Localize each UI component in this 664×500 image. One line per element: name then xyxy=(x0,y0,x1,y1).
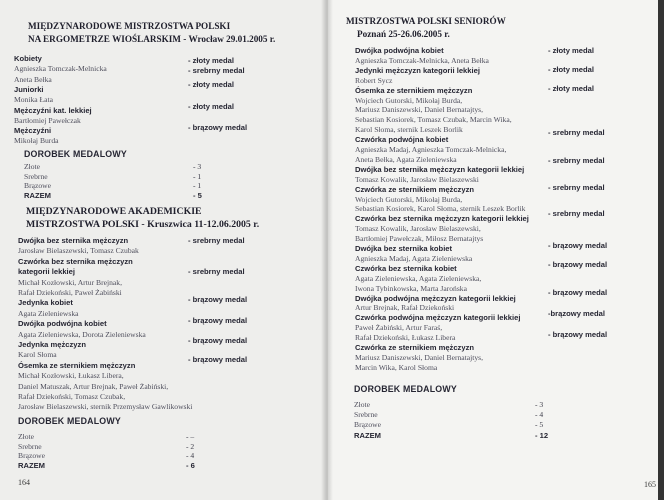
tally-value: - 12 xyxy=(535,430,549,440)
tally-label: Srebrne xyxy=(354,410,378,420)
event-category: Dwójka podwójna kobiet xyxy=(18,319,107,329)
medal-result: - złoty medal xyxy=(548,84,594,93)
athlete-names: Mikołaj Burda xyxy=(14,136,59,146)
athlete-names: Agnieszka Madaj, Agnieszka Tomczak-Melnicka, xyxy=(355,145,507,154)
tally-value: - 4 xyxy=(535,410,544,420)
medal-result: - złoty medal xyxy=(188,80,234,89)
tally-value: - 1 xyxy=(193,181,202,190)
medal-result: - brązowy medal xyxy=(188,123,248,132)
tally-label: RAZEM xyxy=(18,461,45,471)
medal-result: - srebrny medal xyxy=(188,267,245,276)
athlete-names: Tomasz Kowalik, Jarosław Bielaszewski xyxy=(355,174,479,184)
athlete-names: Agnieszka Tomczak-Melnicka xyxy=(14,64,107,74)
tally-value: - 3 xyxy=(193,162,202,171)
tally-label: Srebrne xyxy=(18,441,42,451)
event-category: Czwórka podwójna mężczyzn kategorii lekkiej xyxy=(355,313,521,323)
athlete-names: Agata Zieleniewska xyxy=(18,308,79,318)
athlete-names: Wojciech Gutorski, Mikołaj Burda, xyxy=(355,194,463,204)
tally-label: Złote xyxy=(24,162,41,171)
athlete-names: Aneta Bełka xyxy=(14,74,52,84)
athlete-names: Tomasz Kowalik, Jarosław Bielaszewski, xyxy=(355,224,481,234)
event-category: Ósemka ze sternikiem mężczyzn xyxy=(18,360,136,370)
medal-result: - srebrny medal xyxy=(548,128,605,137)
tally-label: Złote xyxy=(18,432,35,441)
event-category: Mężczyźni kat. lekkiej xyxy=(14,105,92,115)
tally-value: - 1 xyxy=(193,171,202,181)
right-page xyxy=(326,0,664,500)
medal-result: - brązowy medal xyxy=(548,260,608,269)
athlete-names: Karol Słoma, sternik Leszek Borlik xyxy=(355,125,463,135)
tally-label: Brązowe xyxy=(354,420,381,430)
tally-label: Złote xyxy=(354,400,371,409)
medal-tally-heading: DOROBEK MEDALOWY xyxy=(18,416,121,426)
athlete-names: Agata Zieleniewska, Dorota Zieleniewska xyxy=(18,329,146,339)
section-title: NA ERGOMETRZE WIOŚLARSKIM - Wrocław 29.01.2005 r. xyxy=(28,34,276,44)
section-title: MIĘDZYNARODOWE AKADEMICKIE xyxy=(26,206,202,217)
medal-tally-heading: DOROBEK MEDALOWY xyxy=(354,384,457,394)
athlete-names: Marcin Wika, Karol Słoma xyxy=(355,362,438,372)
event-category: Jedynka mężczyzn xyxy=(18,340,86,349)
athlete-names: Mariusz Daniszewski, Daniel Bernatajtys, xyxy=(355,105,484,115)
medal-result: - srebrny medal xyxy=(548,183,605,192)
event-category: Dwójka podwójna kobiet xyxy=(355,46,444,55)
athlete-names: Agnieszka Madaj, Agata Zieleniewska xyxy=(355,253,473,263)
event-category: Dwójka podwójna mężczyzn kategorii lekkiej xyxy=(355,293,516,303)
athlete-names: Paweł Żabiński, Artur Faraś, xyxy=(355,323,443,333)
athlete-names: Bartłomiej Pawełczak xyxy=(14,115,81,125)
athlete-names: Daniel Matuszak, Artur Brejnak, Paweł Żabiński, xyxy=(18,381,169,391)
event-category: Czwórka bez sternika mężczyzn xyxy=(18,256,133,266)
athlete-names: Karol Słoma xyxy=(18,350,57,360)
event-category: Czwórka podwójna kobiet xyxy=(355,135,449,145)
athlete-names: Sebastian Kosiorek, Tomasz Czubak, Marcin Wika, xyxy=(355,115,512,125)
event-category: Czwórka ze sternikiem mężczyzn xyxy=(355,343,475,352)
medal-result: - złoty medal xyxy=(548,65,594,74)
section-title: Poznań 25-26.06.2005 r. xyxy=(357,29,450,39)
medal-result: - brązowy medal xyxy=(188,355,248,364)
event-category: Juniorki xyxy=(14,84,44,94)
athlete-names: Rafał Dziekoński, Tomasz Czubak, xyxy=(18,392,126,401)
medal-result: - brązowy medal xyxy=(188,316,248,325)
tally-value: - 6 xyxy=(186,461,195,471)
athlete-names: Sebastian Kosiorek, Karol Słoma, sternik Leszek Borlik xyxy=(355,204,526,214)
tally-label: RAZEM xyxy=(354,430,381,440)
event-category: kategorii lekkiej xyxy=(18,267,75,277)
medal-result: - złoty medal xyxy=(188,56,234,65)
medal-result: - brązowy medal xyxy=(548,288,608,297)
event-category: Czwórka bez sternika mężczyzn kategorii lekkiej xyxy=(355,214,529,224)
event-category: Dwójka bez sternika kobiet xyxy=(355,244,453,253)
tally-label: Brązowe xyxy=(24,181,51,190)
medal-tally-heading: DOROBEK MEDALOWY xyxy=(24,149,127,159)
medal-result: - srebrny medal xyxy=(548,209,605,218)
athlete-names: Rafał Dziekoński, Łukasz Libera xyxy=(355,333,456,343)
event-category: Dwójka bez sternika mężczyzn xyxy=(18,236,129,245)
medal-result: - srebrny medal xyxy=(548,156,605,165)
athlete-names: Michał Kozłowski, Łukasz Libera, xyxy=(18,371,124,381)
athlete-names: Jarosław Bielaszewski, Tomasz Czubak xyxy=(18,246,139,256)
event-category: Dwójka bez sternika mężczyzn kategorii lekkiej xyxy=(355,164,525,174)
medal-result: - złoty medal xyxy=(548,46,594,55)
medal-result: -brązowy medal xyxy=(548,309,605,318)
tally-value: - 2 xyxy=(186,441,195,451)
tally-value: - 5 xyxy=(193,190,202,200)
athlete-names: Jarosław Bielaszewski, sternik Przemysław Gawlikowski xyxy=(18,402,193,412)
athlete-names: Rafał Dziekoński, Paweł Żabiński xyxy=(18,288,122,297)
background-edge xyxy=(658,0,664,500)
tally-label: Srebrne xyxy=(24,171,48,181)
tally-value: - 4 xyxy=(186,451,195,461)
athlete-names: Artur Brejnak, Rafał Dziekoński xyxy=(355,303,455,313)
left-page xyxy=(0,0,326,500)
page-gutter xyxy=(321,0,333,500)
event-category: Mężczyźni xyxy=(14,126,52,136)
page-number: 164 xyxy=(18,478,30,487)
tally-value: - – xyxy=(186,432,195,441)
tally-value: - 3 xyxy=(535,400,544,409)
medal-result: - złoty medal xyxy=(188,102,234,111)
athlete-names: Monika Łata xyxy=(14,95,54,105)
athlete-names: Michał Kozłowski, Artur Brejnak, xyxy=(18,277,122,287)
athlete-names: Wojciech Gutorski, Mikołaj Burda, xyxy=(355,95,463,105)
event-category: Jedynka kobiet xyxy=(18,298,73,308)
medal-result: - brązowy medal xyxy=(188,295,248,304)
medal-result: - brązowy medal xyxy=(188,336,248,345)
medal-result: - brązowy medal xyxy=(548,241,608,250)
event-category: Kobiety xyxy=(14,54,42,63)
tally-value: - 5 xyxy=(535,420,544,430)
athlete-names: Aneta Bełka, Agata Zieleniewska xyxy=(355,154,457,164)
tally-label: Brązowe xyxy=(18,451,45,461)
athlete-names: Robert Sycz xyxy=(355,75,393,85)
page-number: 165 xyxy=(644,480,656,489)
athlete-names: Iwona Tybinkowska, Marta Jarońska xyxy=(355,283,467,293)
section-title: MISTRZOSTWA POLSKI SENIORÓW xyxy=(346,16,506,26)
athlete-names: Bartłomiej Pawełczak, Miłosz Bernatajtys xyxy=(355,234,484,244)
tally-label: RAZEM xyxy=(24,190,51,200)
athlete-names: Mariusz Daniszewski, Daniel Bernatajtys, xyxy=(355,352,484,362)
medal-result: - srebrny medal xyxy=(188,66,245,75)
event-category: Czwórka bez sternika kobiet xyxy=(355,263,457,273)
event-category: Jedynki mężczyzn kategorii lekkiej xyxy=(355,65,480,75)
section-title: MISTRZOSTWA POLSKI - Kruszwica 11-12.06.2005 r. xyxy=(26,219,260,230)
medal-result: - brązowy medal xyxy=(548,330,608,339)
event-category: Ósemka ze sternikiem mężczyzn xyxy=(355,85,473,95)
section-title: MIĘDZYNARODOWE MISTRZOSTWA POLSKI xyxy=(28,21,231,31)
event-category: Czwórka ze sternikiem mężczyzn xyxy=(355,184,475,194)
athlete-names: Agata Zieleniewska, Agata Zieleniewska, xyxy=(355,273,482,283)
athlete-names: Agnieszka Tomczak-Melnicka, Aneta Bełka xyxy=(355,55,489,65)
medal-result: - srebrny medal xyxy=(188,236,245,245)
